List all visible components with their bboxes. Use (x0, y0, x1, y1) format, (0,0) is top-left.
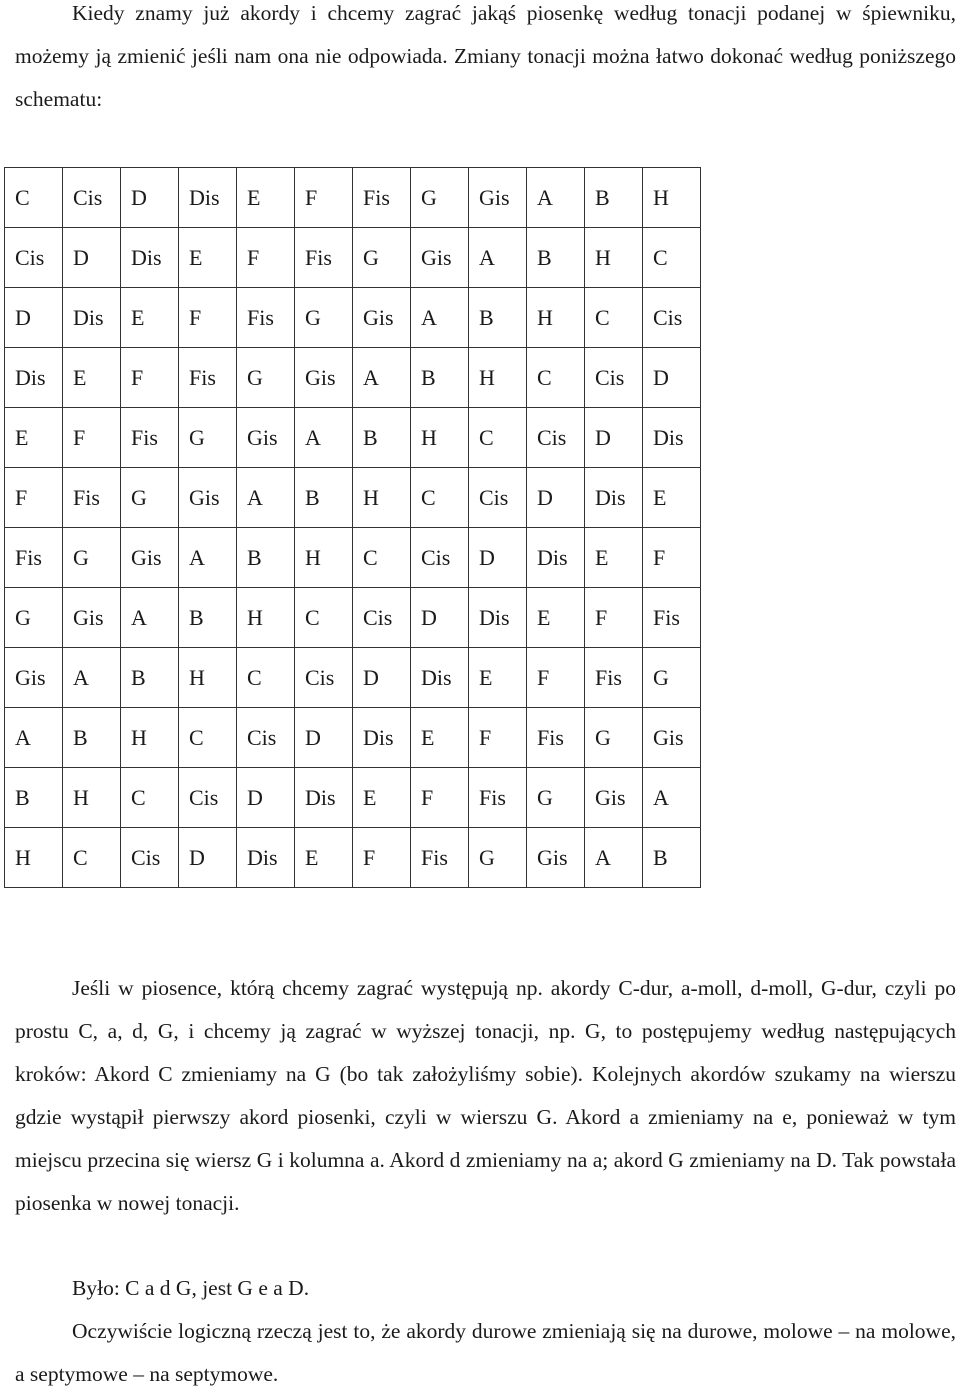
table-cell: E (469, 648, 527, 708)
table-cell: D (643, 348, 701, 408)
table-cell: Dis (353, 708, 411, 768)
example-line: Było: C a d G, jest G e a D. (72, 1276, 310, 1300)
table-cell: G (411, 168, 469, 228)
table-cell: H (121, 708, 179, 768)
table-cell: Fis (295, 228, 353, 288)
table-row (5, 528, 701, 588)
table-cell: Gis (295, 348, 353, 408)
table-cell: G (5, 588, 63, 648)
table-cell: A (121, 588, 179, 648)
table-cell: C (121, 768, 179, 828)
table-cell: F (179, 288, 237, 348)
table-cell: Cis (411, 528, 469, 588)
table-cell: E (585, 528, 643, 588)
table-cell: Fis (643, 588, 701, 648)
table-cell: Dis (63, 288, 121, 348)
table-cell: Gis (585, 768, 643, 828)
table-row (5, 648, 701, 708)
table-cell: C (527, 348, 585, 408)
table-cell: Gis (469, 168, 527, 228)
table-cell: C (63, 828, 121, 888)
table-cell: H (469, 348, 527, 408)
table-cell: C (411, 468, 469, 528)
table-cell: F (295, 168, 353, 228)
table-cell: H (63, 768, 121, 828)
table-cell: E (5, 408, 63, 468)
table-cell: Cis (585, 348, 643, 408)
table-cell: Dis (643, 408, 701, 468)
table-cell: Gis (643, 708, 701, 768)
table-cell: D (63, 228, 121, 288)
table-cell: G (585, 708, 643, 768)
table-cell: Cis (643, 288, 701, 348)
table-row (5, 768, 701, 828)
table-cell: F (643, 528, 701, 588)
table-cell: Fis (585, 648, 643, 708)
table-cell: H (527, 288, 585, 348)
table-cell: E (121, 288, 179, 348)
table-cell: B (469, 288, 527, 348)
table-cell: B (353, 408, 411, 468)
table-cell: Gis (411, 228, 469, 288)
table-cell: B (5, 768, 63, 828)
table-cell: G (121, 468, 179, 528)
table-cell: Gis (63, 588, 121, 648)
table-cell: H (5, 828, 63, 888)
table-cell: F (411, 768, 469, 828)
table-cell: D (585, 408, 643, 468)
table-cell: Cis (63, 168, 121, 228)
table-cell: Cis (179, 768, 237, 828)
table-cell: A (527, 168, 585, 228)
table-cell: G (643, 648, 701, 708)
table-cell: E (63, 348, 121, 408)
table-cell: Dis (5, 348, 63, 408)
table-cell: Fis (5, 528, 63, 588)
table-row (5, 168, 701, 228)
table-cell: G (469, 828, 527, 888)
table-cell: Gis (527, 828, 585, 888)
table-cell: F (121, 348, 179, 408)
table-cell: Dis (295, 768, 353, 828)
table-cell: E (179, 228, 237, 288)
table-cell: G (179, 408, 237, 468)
table-row (5, 708, 701, 768)
table-cell: A (411, 288, 469, 348)
table-cell: G (353, 228, 411, 288)
table-cell: A (179, 528, 237, 588)
table-cell: F (469, 708, 527, 768)
table-cell: A (353, 348, 411, 408)
table-cell: B (411, 348, 469, 408)
table-cell: B (179, 588, 237, 648)
table-cell: D (469, 528, 527, 588)
table-cell: B (585, 168, 643, 228)
table-cell: A (295, 408, 353, 468)
table-cell: Fis (411, 828, 469, 888)
table-cell: Dis (527, 528, 585, 588)
table-cell: A (585, 828, 643, 888)
intro-paragraph: Kiedy znamy już akordy i chcemy zagrać jakąś piosenkę według tonacji podanej w śpiewniku, możemy ją zmienić jeśli nam ona nie odpowiada. Zmiany tonacji można łatwo dokonać według poniższego schematu: (15, 1, 956, 111)
table-cell: Fis (179, 348, 237, 408)
table-cell: D (5, 288, 63, 348)
table-cell: G (63, 528, 121, 588)
table-row (5, 348, 701, 408)
table-cell: Fis (469, 768, 527, 828)
table-cell: Gis (179, 468, 237, 528)
table-cell: G (527, 768, 585, 828)
table-cell: B (527, 228, 585, 288)
table-cell: Dis (585, 468, 643, 528)
table-cell: D (179, 828, 237, 888)
table-cell: F (237, 228, 295, 288)
table-cell: A (643, 768, 701, 828)
table-cell: D (353, 648, 411, 708)
table-cell: Fis (353, 168, 411, 228)
table-cell: Cis (469, 468, 527, 528)
table-row (5, 288, 701, 348)
table-cell: H (295, 528, 353, 588)
table-cell: H (179, 648, 237, 708)
table-row (5, 588, 701, 648)
table-cell: E (295, 828, 353, 888)
table-cell: B (643, 828, 701, 888)
table-cell: B (237, 528, 295, 588)
table-cell: C (237, 648, 295, 708)
table-cell: E (643, 468, 701, 528)
table-cell: Fis (237, 288, 295, 348)
table-cell: Dis (237, 828, 295, 888)
explanation-paragraph: Jeśli w piosence, którą chcemy zagrać występują np. akordy C-dur, a-moll, d-moll, G-dur, czyli po prostu C, a, d, G, i chcemy ją zagrać w wyższej tonacji, np. G, to postępujemy według następujących kroków: Akord C zmieniamy na G (bo tak założyliśmy sobie). Kolejnych akordów szukamy na wierszu gdzie wystąpił pierwszy akord piosenki, czyli w wierszu G. Akord a zmieniamy na e, ponieważ w tym miejscu przecina się wiersz G i kolumna a. Akord d zmieniamy na a; akord G zmieniamy na D. Tak powstała piosenka w nowej tonacji. (15, 976, 956, 1215)
table-cell: A (469, 228, 527, 288)
table-cell: E (237, 168, 295, 228)
table-row (5, 828, 701, 888)
table-cell: Cis (353, 588, 411, 648)
table-cell: Fis (63, 468, 121, 528)
conclusion-paragraph: Oczywiście logiczną rzeczą jest to, że akordy durowe zmieniają się na durowe, molowe – na molowe, a septymowe – na septymowe. (15, 1319, 956, 1386)
table-cell: C (5, 168, 63, 228)
table-cell: D (411, 588, 469, 648)
table-cell: H (411, 408, 469, 468)
table-cell: A (237, 468, 295, 528)
table-row (5, 468, 701, 528)
table-cell: E (527, 588, 585, 648)
table-cell: Gis (121, 528, 179, 588)
table-cell: E (353, 768, 411, 828)
table-cell: Gis (5, 648, 63, 708)
table-cell: B (295, 468, 353, 528)
transposition-table (4, 167, 701, 888)
table-cell: F (63, 408, 121, 468)
table-cell: G (295, 288, 353, 348)
table-cell: Dis (179, 168, 237, 228)
table-cell: H (237, 588, 295, 648)
table-cell: Gis (353, 288, 411, 348)
table-cell: C (585, 288, 643, 348)
table-cell: Dis (469, 588, 527, 648)
table-cell: B (63, 708, 121, 768)
table-cell: Dis (121, 228, 179, 288)
table-cell: C (353, 528, 411, 588)
table-cell: Fis (527, 708, 585, 768)
table-cell: H (353, 468, 411, 528)
table-cell: G (237, 348, 295, 408)
table-cell: Cis (5, 228, 63, 288)
table-cell: D (237, 768, 295, 828)
table-cell: H (585, 228, 643, 288)
table-cell: F (353, 828, 411, 888)
table-cell: A (5, 708, 63, 768)
table-row (5, 408, 701, 468)
table-cell: Cis (527, 408, 585, 468)
table-cell: D (121, 168, 179, 228)
table-cell: Fis (121, 408, 179, 468)
table-cell: C (643, 228, 701, 288)
table-cell: Cis (295, 648, 353, 708)
table-cell: F (5, 468, 63, 528)
table-cell: E (411, 708, 469, 768)
table-cell: F (527, 648, 585, 708)
table-cell: A (63, 648, 121, 708)
table-cell: C (179, 708, 237, 768)
table-cell: Gis (237, 408, 295, 468)
table-cell: H (643, 168, 701, 228)
table-cell: Cis (237, 708, 295, 768)
table-cell: C (295, 588, 353, 648)
table-row (5, 228, 701, 288)
table-cell: B (121, 648, 179, 708)
table-cell: Dis (411, 648, 469, 708)
table-cell: C (469, 408, 527, 468)
table-cell: D (527, 468, 585, 528)
table-cell: D (295, 708, 353, 768)
table-cell: F (585, 588, 643, 648)
table-cell: Cis (121, 828, 179, 888)
